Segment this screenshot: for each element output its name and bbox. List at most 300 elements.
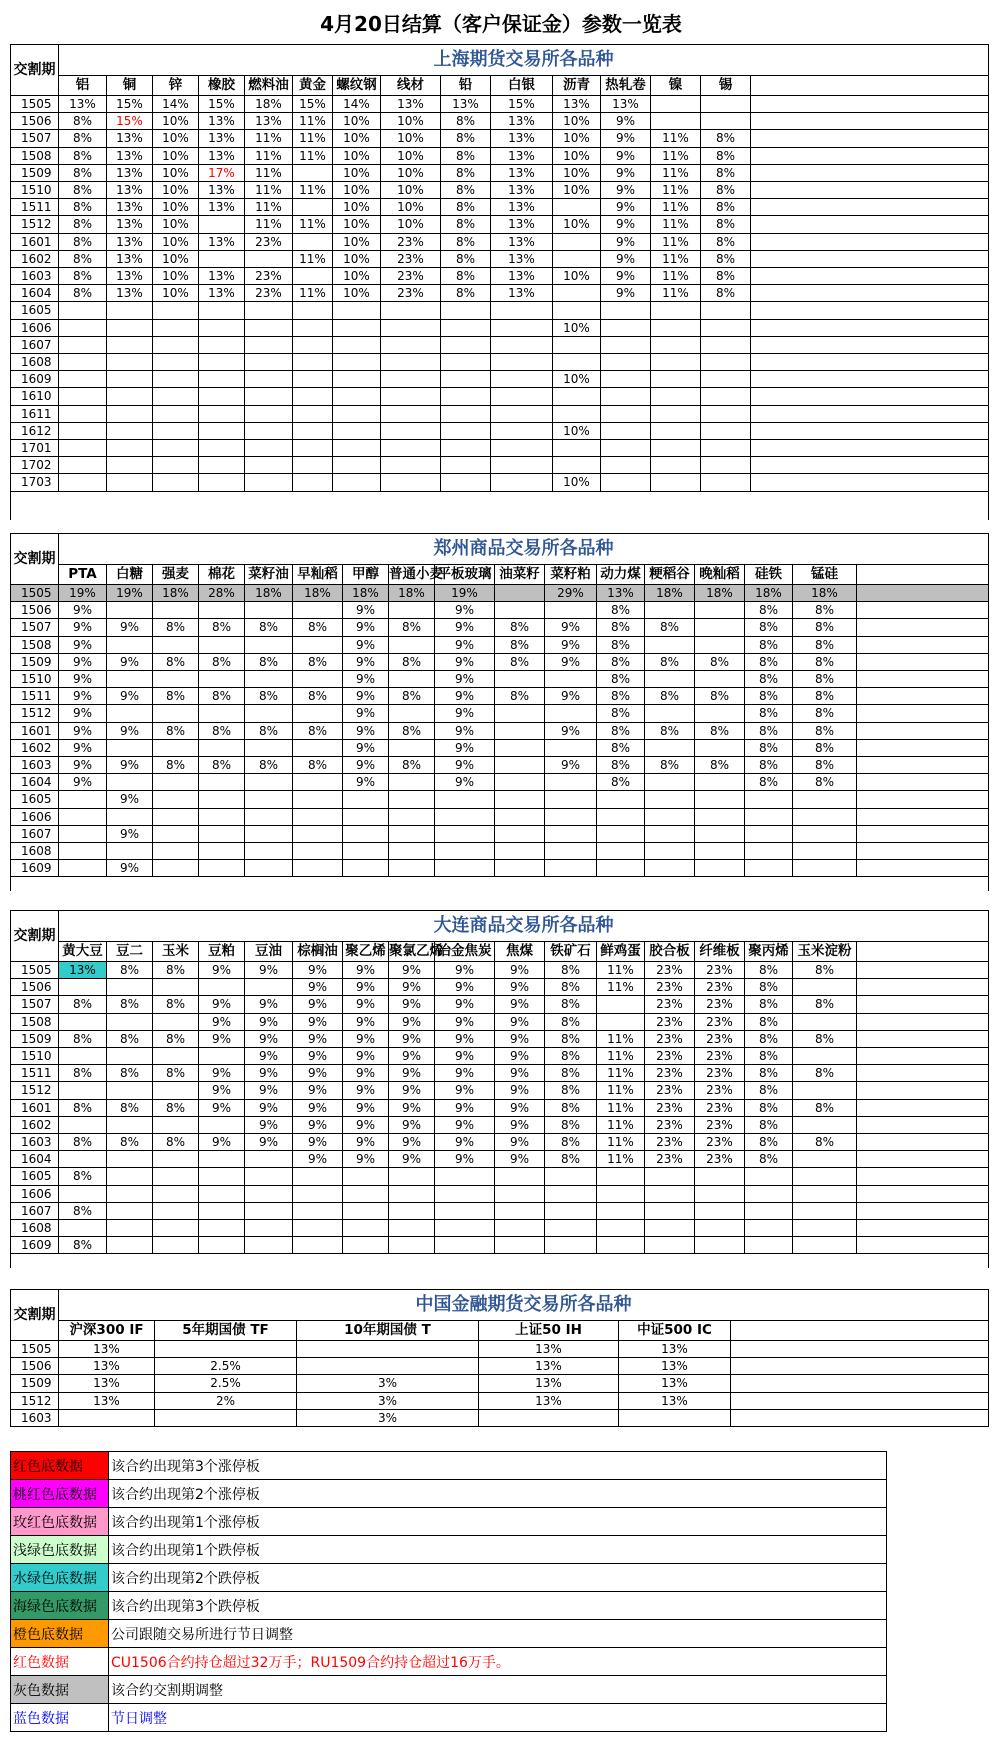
exchange-title: 上海期货交易所各品种	[59, 45, 989, 76]
margin-cell: 8%	[745, 1116, 793, 1133]
margin-cell	[695, 843, 745, 860]
period-label: 交割期	[11, 534, 59, 585]
margin-cell: 8%	[199, 653, 245, 670]
empty-cell	[751, 285, 989, 302]
period-cell: 1703	[11, 474, 59, 491]
margin-cell	[545, 739, 597, 756]
margin-cell: 9%	[107, 757, 153, 774]
margin-cell	[293, 354, 333, 371]
margin-cell	[701, 474, 751, 491]
empty-cell	[751, 440, 989, 457]
period-label: 交割期	[11, 45, 59, 96]
column-header: 平板玻璃	[435, 565, 495, 585]
margin-cell: 8%	[701, 250, 751, 267]
margin-cell: 8%	[545, 962, 597, 979]
margin-cell	[645, 1168, 695, 1185]
exchange-title: 郑州商品交易所各品种	[59, 534, 989, 565]
margin-cell: 9%	[107, 791, 153, 808]
margin-cell: 8%	[645, 722, 695, 739]
margin-cell	[153, 474, 199, 491]
margin-cell: 13%	[479, 1341, 619, 1358]
margin-cell: 23%	[695, 1048, 745, 1065]
margin-cell	[293, 371, 333, 388]
margin-cell	[651, 302, 701, 319]
margin-cell	[793, 1237, 857, 1254]
margin-cell: 23%	[695, 979, 745, 996]
margin-cell: 9%	[389, 1151, 435, 1168]
margin-cell: 8%	[545, 996, 597, 1013]
margin-cell: 8%	[597, 602, 645, 619]
margin-cell: 13%	[107, 164, 153, 181]
period-cell: 1507	[11, 130, 59, 147]
margin-cell	[381, 336, 441, 353]
margin-cell: 8%	[645, 688, 695, 705]
margin-cell: 9%	[293, 979, 343, 996]
period-cell: 1508	[11, 636, 59, 653]
margin-cell: 13%	[199, 199, 245, 216]
margin-cell: 13%	[199, 182, 245, 199]
margin-cell: 8%	[695, 653, 745, 670]
margin-cell	[153, 319, 199, 336]
margin-cell: 8%	[545, 1030, 597, 1047]
legend-swatch-label: 浅绿色底数据	[11, 1536, 109, 1564]
margin-cell: 11%	[293, 130, 333, 147]
margin-cell	[597, 843, 645, 860]
margin-cell	[245, 636, 293, 653]
margin-cell: 8%	[59, 130, 107, 147]
margin-cell: 8%	[441, 147, 491, 164]
margin-cell	[199, 671, 245, 688]
margin-cell	[695, 739, 745, 756]
column-header: 粳稻谷	[645, 565, 695, 585]
table-row	[11, 147, 989, 164]
margin-cell	[245, 791, 293, 808]
margin-cell: 10%	[153, 164, 199, 181]
margin-cell: 8%	[701, 233, 751, 250]
margin-cell	[745, 1185, 793, 1202]
margin-cell	[199, 791, 245, 808]
section-table-2	[10, 910, 989, 1268]
margin-cell: 10%	[153, 130, 199, 147]
legend-row	[11, 1592, 887, 1620]
margin-cell: 23%	[695, 962, 745, 979]
margin-cell: 8%	[59, 1168, 107, 1185]
period-cell: 1509	[11, 1030, 59, 1047]
margin-cell: 11%	[651, 182, 701, 199]
margin-cell: 8%	[293, 619, 343, 636]
margin-cell: 10%	[333, 250, 381, 267]
margin-cell	[645, 825, 695, 842]
margin-cell	[293, 1202, 343, 1219]
period-cell: 1601	[11, 233, 59, 250]
margin-cell: 8%	[793, 1030, 857, 1047]
period-label: 交割期	[11, 1290, 59, 1341]
margin-cell: 23%	[645, 1013, 695, 1030]
margin-cell	[381, 319, 441, 336]
margin-cell	[153, 1220, 199, 1237]
margin-cell: 13%	[491, 164, 553, 181]
margin-cell: 9%	[601, 216, 651, 233]
empty-cell	[857, 808, 989, 825]
margin-cell: 13%	[619, 1392, 731, 1409]
margin-cell	[199, 739, 245, 756]
legend-description: 该合约出现第3个涨停板	[109, 1452, 887, 1480]
margin-cell	[153, 602, 199, 619]
margin-cell: 8%	[645, 757, 695, 774]
legend-description: CU1506合约持仓超过32万手；RU1509合约持仓超过16万手。	[109, 1648, 887, 1676]
margin-cell: 13%	[491, 233, 553, 250]
legend-row	[11, 1508, 887, 1536]
margin-cell: 23%	[645, 1065, 695, 1082]
legend-row	[11, 1676, 887, 1704]
margin-cell	[381, 405, 441, 422]
margin-cell	[545, 843, 597, 860]
section-table-0	[10, 44, 989, 520]
margin-cell	[645, 739, 695, 756]
margin-cell	[435, 825, 495, 842]
period-cell: 1509	[11, 1375, 59, 1392]
margin-cell: 10%	[333, 147, 381, 164]
exchange-title: 大连商品交易所各品种	[59, 911, 989, 942]
column-header: 燃料油	[245, 76, 293, 96]
margin-cell	[59, 843, 107, 860]
margin-cell	[59, 371, 107, 388]
margin-cell	[245, 843, 293, 860]
margin-cell	[695, 860, 745, 877]
margin-cell	[153, 371, 199, 388]
table-row	[11, 268, 989, 285]
margin-cell: 11%	[651, 147, 701, 164]
margin-cell	[645, 705, 695, 722]
margin-cell	[199, 843, 245, 860]
margin-cell: 8%	[597, 739, 645, 756]
empty-cell	[857, 653, 989, 670]
margin-cell: 15%	[107, 96, 153, 113]
margin-cell	[245, 774, 293, 791]
margin-cell: 8%	[701, 182, 751, 199]
margin-cell	[245, 860, 293, 877]
margin-cell	[745, 791, 793, 808]
margin-cell	[199, 636, 245, 653]
period-cell: 1512	[11, 705, 59, 722]
margin-cell: 23%	[695, 996, 745, 1013]
margin-cell: 8%	[597, 653, 645, 670]
margin-cell: 13%	[601, 96, 651, 113]
table-row	[11, 1168, 989, 1185]
margin-cell	[745, 1168, 793, 1185]
margin-cell	[245, 457, 293, 474]
margin-cell: 9%	[435, 1030, 495, 1047]
margin-cell: 8%	[793, 1065, 857, 1082]
margin-cell	[333, 422, 381, 439]
table-row	[11, 1030, 989, 1047]
margin-cell: 9%	[293, 1116, 343, 1133]
margin-cell: 13%	[619, 1341, 731, 1358]
margin-cell: 9%	[293, 1099, 343, 1116]
margin-cell	[107, 808, 153, 825]
period-cell: 1603	[11, 1134, 59, 1151]
period-cell: 1608	[11, 843, 59, 860]
margin-cell: 11%	[245, 164, 293, 181]
margin-cell: 9%	[495, 1151, 545, 1168]
column-header: 沥青	[553, 76, 601, 96]
margin-cell	[107, 705, 153, 722]
margin-cell: 11%	[293, 250, 333, 267]
empty-cell	[857, 1151, 989, 1168]
margin-cell	[293, 774, 343, 791]
margin-cell	[601, 302, 651, 319]
margin-cell: 18%	[245, 96, 293, 113]
margin-cell	[293, 336, 333, 353]
margin-cell	[297, 1358, 479, 1375]
empty-cell	[857, 979, 989, 996]
margin-cell: 9%	[435, 979, 495, 996]
column-header: 动力煤	[597, 565, 645, 585]
margin-cell	[107, 371, 153, 388]
margin-cell	[601, 319, 651, 336]
margin-cell	[381, 440, 441, 457]
margin-cell: 8%	[59, 1099, 107, 1116]
legend-swatch-label: 灰色数据	[11, 1676, 109, 1704]
margin-cell	[389, 602, 435, 619]
margin-cell	[651, 474, 701, 491]
period-cell: 1607	[11, 336, 59, 353]
table-row	[11, 302, 989, 319]
margin-cell	[293, 302, 333, 319]
margin-cell: 10%	[553, 474, 601, 491]
legend-description: 该合约出现第1个跌停板	[109, 1536, 887, 1564]
margin-cell	[545, 774, 597, 791]
margin-cell: 2.5%	[155, 1358, 297, 1375]
margin-cell: 9%	[59, 688, 107, 705]
margin-cell	[153, 302, 199, 319]
margin-cell	[793, 843, 857, 860]
margin-cell: 8%	[153, 1030, 199, 1047]
margin-cell: 10%	[153, 199, 199, 216]
margin-cell	[381, 422, 441, 439]
margin-cell	[153, 1151, 199, 1168]
margin-cell: 9%	[545, 653, 597, 670]
margin-cell	[553, 388, 601, 405]
margin-cell	[153, 808, 199, 825]
margin-cell	[107, 1202, 153, 1219]
margin-cell	[59, 825, 107, 842]
spacer-row	[11, 877, 989, 892]
margin-cell: 11%	[597, 1082, 645, 1099]
margin-cell	[435, 808, 495, 825]
legend-swatch-label: 玫红色底数据	[11, 1508, 109, 1536]
margin-cell	[333, 319, 381, 336]
margin-cell: 8%	[793, 653, 857, 670]
empty-cell	[751, 388, 989, 405]
column-header: 纤维板	[695, 942, 745, 962]
margin-cell: 10%	[381, 216, 441, 233]
margin-cell: 9%	[495, 1065, 545, 1082]
empty-cell	[857, 739, 989, 756]
margin-cell: 9%	[343, 1099, 389, 1116]
margin-cell: 23%	[381, 268, 441, 285]
margin-cell	[479, 1409, 619, 1426]
margin-cell	[153, 354, 199, 371]
period-cell: 1606	[11, 808, 59, 825]
margin-cell	[441, 388, 491, 405]
margin-cell: 13%	[245, 113, 293, 130]
margin-cell: 8%	[745, 962, 793, 979]
margin-cell: 9%	[435, 739, 495, 756]
margin-cell: 9%	[343, 774, 389, 791]
margin-cell	[701, 457, 751, 474]
margin-cell	[293, 1168, 343, 1185]
margin-cell: 8%	[59, 113, 107, 130]
margin-cell: 8%	[701, 216, 751, 233]
margin-cell	[59, 474, 107, 491]
margin-cell	[343, 791, 389, 808]
margin-cell	[107, 1013, 153, 1030]
margin-cell	[389, 843, 435, 860]
period-cell: 1506	[11, 602, 59, 619]
margin-cell	[293, 1237, 343, 1254]
margin-cell: 23%	[381, 285, 441, 302]
period-cell: 1603	[11, 1409, 59, 1426]
margin-cell: 8%	[545, 979, 597, 996]
margin-cell: 8%	[793, 722, 857, 739]
margin-cell: 9%	[107, 722, 153, 739]
margin-cell: 17%	[199, 164, 245, 181]
margin-cell	[381, 302, 441, 319]
margin-cell	[153, 791, 199, 808]
margin-cell	[245, 671, 293, 688]
margin-cell: 9%	[601, 182, 651, 199]
margin-cell	[695, 705, 745, 722]
margin-cell	[745, 843, 793, 860]
margin-cell	[293, 474, 333, 491]
margin-cell	[389, 860, 435, 877]
margin-cell	[793, 1013, 857, 1030]
empty-cell	[731, 1358, 989, 1375]
margin-cell	[745, 860, 793, 877]
empty-cell	[857, 1168, 989, 1185]
margin-cell	[645, 1202, 695, 1219]
margin-cell	[107, 302, 153, 319]
margin-cell	[389, 1168, 435, 1185]
section-table-1	[10, 533, 989, 891]
column-header: 硅铁	[745, 565, 793, 585]
margin-cell: 8%	[59, 1065, 107, 1082]
margin-cell	[107, 1151, 153, 1168]
margin-cell: 9%	[601, 233, 651, 250]
margin-cell: 13%	[107, 199, 153, 216]
column-header: 甲醇	[343, 565, 389, 585]
period-cell: 1510	[11, 182, 59, 199]
margin-cell	[495, 791, 545, 808]
column-header: 豆油	[245, 942, 293, 962]
margin-cell: 8%	[153, 653, 199, 670]
margin-cell: 9%	[59, 722, 107, 739]
column-header: 强麦	[153, 565, 199, 585]
column-header: 锌	[153, 76, 199, 96]
margin-cell: 11%	[245, 216, 293, 233]
margin-cell: 8%	[793, 636, 857, 653]
margin-cell: 8%	[389, 722, 435, 739]
margin-cell	[601, 405, 651, 422]
margin-cell	[107, 388, 153, 405]
margin-cell: 9%	[59, 671, 107, 688]
margin-cell: 8%	[199, 722, 245, 739]
empty-cell	[751, 354, 989, 371]
empty-cell	[857, 1116, 989, 1133]
margin-cell: 10%	[553, 422, 601, 439]
column-header: 5年期国债 TF	[155, 1321, 297, 1341]
column-header: 普通小麦	[389, 565, 435, 585]
margin-cell: 23%	[645, 979, 695, 996]
margin-cell: 10%	[333, 233, 381, 250]
margin-cell	[545, 860, 597, 877]
margin-cell: 8%	[745, 1082, 793, 1099]
margin-cell	[199, 1151, 245, 1168]
margin-cell	[651, 354, 701, 371]
margin-cell: 9%	[245, 1116, 293, 1133]
table-row	[11, 440, 989, 457]
margin-cell	[245, 354, 293, 371]
margin-cell: 8%	[245, 757, 293, 774]
margin-cell	[793, 825, 857, 842]
margin-cell: 9%	[343, 739, 389, 756]
table-row	[11, 705, 989, 722]
margin-cell: 10%	[381, 199, 441, 216]
margin-cell	[441, 371, 491, 388]
margin-cell	[245, 371, 293, 388]
margin-cell: 13%	[199, 285, 245, 302]
margin-cell: 9%	[293, 1030, 343, 1047]
margin-cell: 13%	[619, 1358, 731, 1375]
legend-description: 公司跟随交易所进行节日调整	[109, 1620, 887, 1648]
margin-cell: 9%	[199, 1099, 245, 1116]
margin-cell: 2.5%	[155, 1375, 297, 1392]
margin-cell: 8%	[389, 653, 435, 670]
margin-cell: 13%	[59, 1341, 155, 1358]
period-cell: 1509	[11, 653, 59, 670]
margin-cell: 13%	[491, 113, 553, 130]
margin-cell: 8%	[389, 688, 435, 705]
margin-cell: 8%	[745, 757, 793, 774]
margin-cell: 10%	[333, 130, 381, 147]
margin-cell	[695, 602, 745, 619]
table-row	[11, 722, 989, 739]
margin-cell: 9%	[293, 996, 343, 1013]
margin-cell: 9%	[107, 688, 153, 705]
margin-cell	[59, 860, 107, 877]
margin-cell: 28%	[199, 585, 245, 602]
margin-cell: 10%	[153, 250, 199, 267]
margin-cell	[545, 1202, 597, 1219]
margin-cell: 8%	[153, 1065, 199, 1082]
margin-cell	[553, 336, 601, 353]
margin-cell: 9%	[435, 996, 495, 1013]
margin-cell	[597, 1220, 645, 1237]
margin-cell: 9%	[343, 757, 389, 774]
margin-cell	[153, 1116, 199, 1133]
column-header: 豆二	[107, 942, 153, 962]
margin-cell: 13%	[199, 233, 245, 250]
margin-cell	[701, 113, 751, 130]
period-cell: 1610	[11, 388, 59, 405]
margin-cell	[495, 722, 545, 739]
margin-cell: 8%	[441, 268, 491, 285]
margin-cell	[651, 371, 701, 388]
margin-cell: 23%	[695, 1030, 745, 1047]
margin-cell	[245, 405, 293, 422]
margin-cell	[59, 808, 107, 825]
